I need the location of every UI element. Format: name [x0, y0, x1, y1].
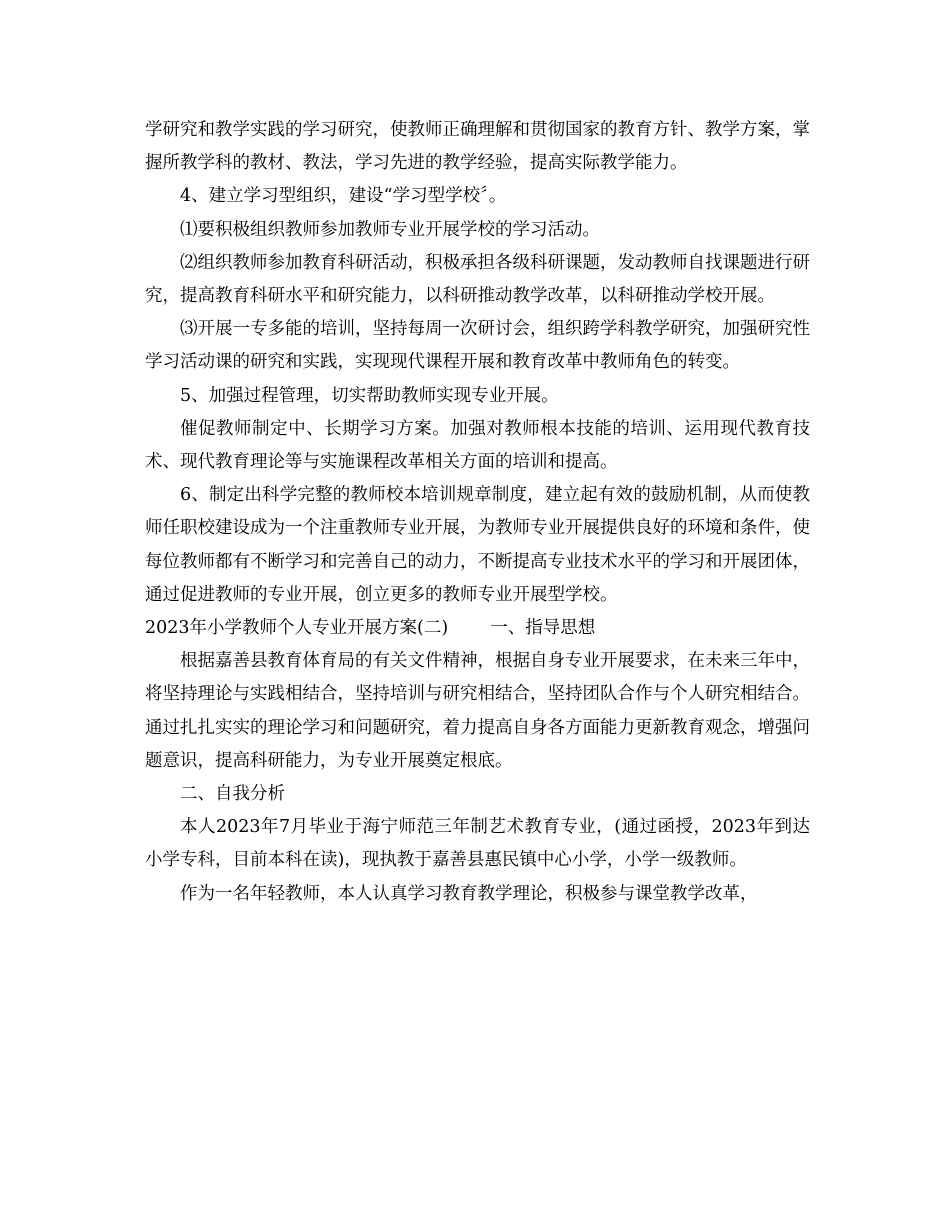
document-body	[145, 114, 810, 911]
paragraph-11: 本人2023年7月毕业于海宁师范三年制艺术教育专业，(通过函授，2023年到达小学专科，目前本科在读)，现执教于嘉善县惠民镇中心小学，小学一级教师。	[145, 817, 810, 871]
paragraph-1: 学研究和教学实践的学习研究，使教师正确理解和贯彻国家的教育方针、教学方案，掌握所教学科的教材、教法，学习先进的教学经验，提高实际教学能力。	[145, 120, 810, 174]
paragraph-6: 5、加强过程管理，切实帮助教师实现专业开展。	[180, 385, 559, 406]
paragraph-9: 根据嘉善县教育体育局的有关文件精神，根据自身专业开展要求，在未来三年中，将坚持理论与实践相结合，坚持培训与研究相结合，坚持团队合作与个人研究相结合。通过扎扎实实的理论学习和问题研究，着力提高自身各方面能力更新教育观念，增强问题意识，提高科研能力，为专业开展奠定根底。	[145, 651, 810, 771]
paragraph-2: 4、建立学习型组织，建设“学习型学校〞。	[180, 186, 507, 207]
paragraph-12: 作为一名年轻教师，本人认真学习教育教学理论，积极参与课堂教学改革，	[180, 883, 758, 904]
paragraph-8: 6、制定出科学完整的教师校本培训规章制度，建立起有效的鼓励机制，从而使教师任职校建设成为一个注重教师专业开展，为教师专业开展提供良好的环境和条件，使每位教师都有不断学习和完善自己的动力，不断提高专业技术水平的学习和开展团体，通过促进教师的专业开展，创立更多的教师专业开展型学校。	[145, 485, 810, 605]
paragraph-3: ⑴要积极组织教师参加教师专业开展学校的学习活动。	[180, 219, 600, 240]
title-line	[145, 612, 810, 645]
document-title: 2023年小学教师个人专业开展方案(二)	[145, 618, 449, 639]
paragraph-7: 催促教师制定中、长期学习方案。加强对教师根本技能的培训、运用现代教育技术、现代教育理论等与实施课程改革相关方面的培训和提高。	[145, 418, 810, 473]
paragraph-4: ⑵组织教师参加教育科研活动，积极承担各级科研课题，发动教师自找课题进行研究，提高教育科研水平和研究能力，以科研推动教学改革，以科研推动学校开展。	[145, 252, 810, 307]
section-heading: 一、指导思想	[490, 618, 596, 639]
paragraph-5: ⑶开展一专多能的培训，坚持每周一次研讨会，组织跨学科教学研究，加强研究性学习活动课的研究和实践，实现现代课程开展和教育改革中教师角色的转变。	[145, 319, 810, 373]
section-heading-self-analysis: 二、自我分析	[180, 784, 285, 805]
